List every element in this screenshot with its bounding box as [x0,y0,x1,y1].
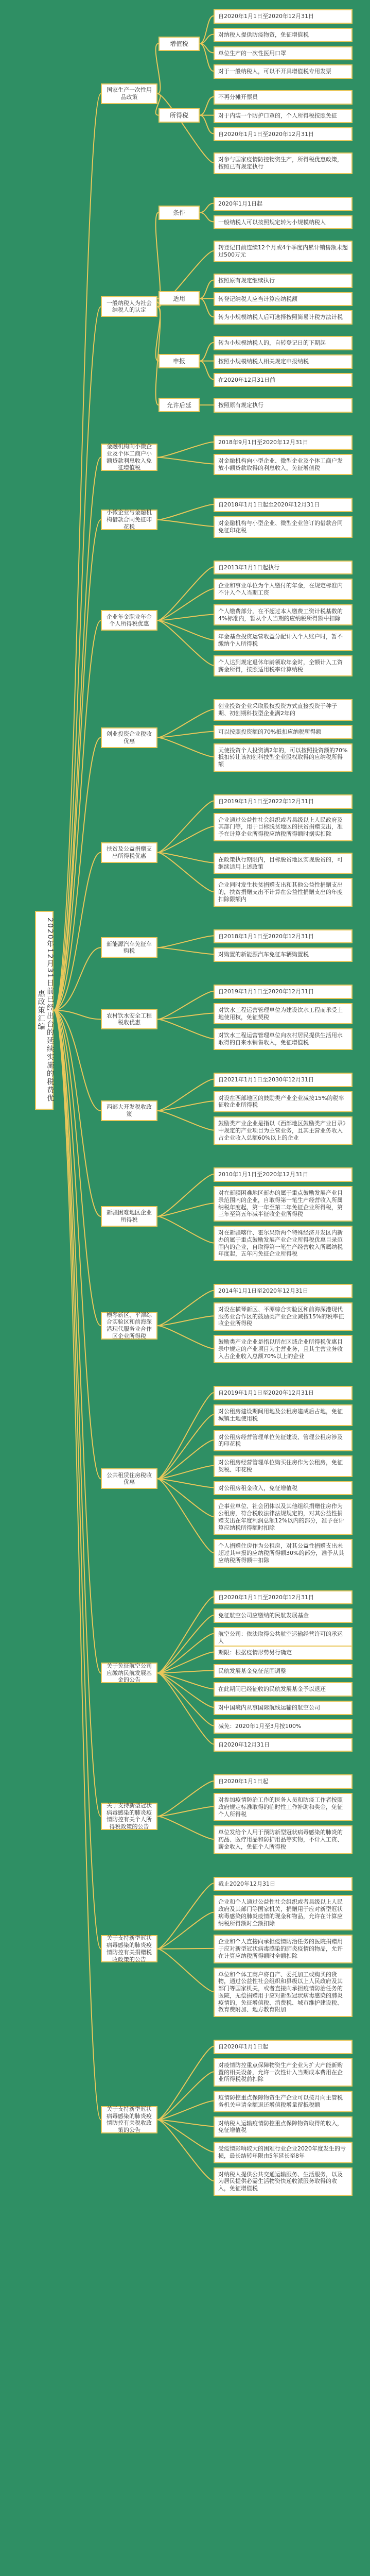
connector [157,94,214,163]
policy-leaf: 对参加疫情防治工作的医务人员和防疫工作者按照政府规定标准取得的临时性工作补助和奖金，免征个人所得税 [214,1793,353,1821]
policy-leaf: 创业投资企业采取股权投资方式直接投资于种子期、初创期科技型企业满2年的 [214,699,353,721]
policy-leaf: 对饮水工程运营管理单位为建设饮水工程而承受土地使用权，免征契税 [214,1003,353,1025]
policy-leaf: 企业通过公益性社会组织或者县级以上人民政府及其部门等，用于目标脱贫地区的扶贫捐赠支出，准予在计算企业所得税应纳税所得额时据实扣除 [214,813,353,841]
connector [200,213,214,222]
connector [54,457,101,1010]
policy-leaf: 对在新疆困难地区新办的属于重点鼓励发展产业目录范围内的企业，自取得第一笔生产经营收入所属纳税年度起，第一年至第二年免征企业所得税，第三年至第五年减半征收企业所得税 [214,1186,353,1222]
policy-leaf: 对购置的新能源汽车免征车辆购置税 [214,947,353,962]
policy-leaf: 天使投资个人投资满2年的，可以按照投资额的70%抵扣转让该初创科技型企业股权取得的应纳税所得额 [214,743,353,772]
connector [157,709,214,738]
policy-leaf: 对纳税人提供公共交通运输服务、生活服务，以及为居民提供必需生活物资快递收派服务取得的收入，免征增值税 [214,2167,353,2196]
connector [157,2046,214,2120]
connector [157,1019,214,1039]
policy-leaf: 年金基金投资运营收益分配计入个人账户时，暂不缴纳个人所得税 [214,630,353,651]
category-node: 关于支持新型冠状病毒感染的肺炎疫情防控有关个人所得税政策的公告 [101,1803,157,1830]
connector [54,1010,101,2120]
connector [157,1949,214,1992]
policy-leaf: 按照小规模纳税人相关规定申报纳税 [214,354,353,369]
connector [157,826,214,853]
sub-category-0: 增值税 [158,37,200,51]
connector [157,1652,214,1673]
policy-leaf: 在2020年12月31日前 [214,373,353,387]
connector [157,853,214,863]
category-node: 横琴新区、平潭综合实验区和前海深港现代服务业合作区企业所得税 [101,1312,157,1340]
connector [200,298,214,317]
policy-leaf: 期限：根据疫情形势另行确定 [214,1646,353,1660]
policy-leaf: 2020年1月1日起 [214,197,353,211]
policy-leaf: 民航发展基金免征范围调整 [214,1664,353,1679]
category-node: 公共租赁住房税收优惠 [101,1468,157,1489]
policy-leaf: 个人捐赠住房作为公租房，对其公益性捐赠支出未超过其申报的应纳税所得额30%的部分，准予从其应纳税所得额中扣除 [214,1539,353,1567]
policy-leaf: 单位生产的一次性医用口罩 [214,46,353,61]
category-node: 西部大开发税收政策 [101,1100,157,1121]
policy-leaf: 对纳税人运输疫情防控重点保障物资取得的收入，免征增值税 [214,2116,353,2138]
connector [157,1615,214,1673]
policy-leaf: 不再分摊开票员 [214,90,353,105]
policy-leaf: 转为小规模纳税人的，自转登记日的下期起 [214,336,353,350]
category-node: 新疆困难地区企业所得税 [101,1206,157,1227]
connector [157,1101,214,1111]
connector [157,2101,214,2120]
policy-leaf: 企事业单位、社会团体以及其他组织捐赠住房作为公租房，符合税收法律法规规定的，对其公益性捐赠支出在年度利润总额12%以内的部分，准予在计算应纳税所得额时扣除 [214,1499,353,1535]
policy-leaf: 对于内装一个防护口罩的，个人所得税按照免征 [214,109,353,123]
connector [200,361,214,380]
policy-leaf: 企业同时发生扶贫捐赠支出和其他公益性捐赠支出的，扶贫捐赠支出不计算在公益性捐赠支出的年度扣除限额内 [214,878,353,906]
policy-leaf: 自2020年12月31日 [214,1738,353,1752]
policy-leaf: 个人达到规定退休年龄领取年金时，全额计入工资薪金所得，按照适用税率计算纳税 [214,655,353,677]
policy-leaf: 疫情防控重点保障物资生产企业可以按月向主管税务机关申请全额退还增值税增量留抵税额 [214,2091,353,2112]
connector [157,1816,214,1839]
connector [157,853,214,892]
connector [157,1326,214,1349]
connector [200,115,214,134]
connector [157,1807,214,1817]
policy-leaf: 截止2020年12月31日 [214,1877,353,1891]
category-node: 关于支持新型冠状病毒感染的肺炎疫情防控有关税收政策的公告 [101,2106,157,2133]
policy-leaf: 对在新疆喀什、霍尔果斯两个特殊经济开发区内新办的属于重点鼓励发展产业企业所得税优惠目录范围内的企业，自取得第一笔生产经营收入所属纳税年度起，五年内免征企业所得税 [214,1226,353,1261]
policy-leaf: 对设在横琴新区、平潭综合实验区和前海深港现代服务业合作区的鼓励类产业企业减按15%的税率征收企业所得税 [214,1302,353,1331]
connector [54,620,101,1010]
policy-leaf: 在政策执行期限内，目标脱贫地区实现脱贫的，可继续适用上述政策 [214,853,353,874]
connector [157,936,214,947]
policy-leaf: 企业和事业单位为个人缴付的年金，在规定标准内不计入个人当期工资 [214,579,353,600]
connector [157,1479,214,1516]
policy-leaf: 对金融机构与小型企业、微型企业签订的借款合同免征印花税 [214,516,353,538]
policy-leaf: 2018年9月1日至2020年12月31日 [214,435,353,450]
connector [157,1111,214,1130]
policy-leaf: 减免：2020年1月至3月按100% [214,1719,353,1734]
connector [54,1010,101,1326]
policy-leaf: 转登记日前连续12个月或4个季度内累计销售额未超过500万元 [214,241,353,262]
policy-leaf: 自2019年1月1日至2020年12月31日 [214,1386,353,1400]
policy-leaf: 转登记纳税人应当计算应纳税额 [214,292,353,307]
sub-category-4: 允许后延 [158,398,200,412]
policy-leaf: 单位发给个人用于预防新型冠状病毒感染的肺炎的药品、医疗用品和防护用品等实物，不计入工资、薪金收入，免征个人所得税 [214,1825,353,1854]
category-node: 一般纳税人为社会纳税人的认定 [101,296,157,317]
connector [157,567,214,620]
sub-category-2: 适用 [158,291,200,306]
sub-category-3: 申报 [158,354,200,368]
connector [157,1393,214,1479]
policy-leaf: 自2020年1月1日至2020年12月31日 [214,9,353,24]
policy-leaf: 可以按照投资额的70%抵扣应纳税所得额 [214,725,353,739]
connector [157,620,214,665]
category-node: 扶贫及公益捐赠支出所得税优惠 [101,842,157,863]
policy-leaf: 2014年1月1日至2020年12月31日 [214,1284,353,1298]
connector [54,94,101,1010]
category-node: 创业投资企业税收优惠 [101,727,157,748]
connector [157,1912,214,1949]
policy-leaf: 对公租房经营管理单位购买住房作为公租房，免征契税、印花税 [214,1455,353,1477]
policy-leaf: 对饮水工程运营管理单位向农村居民提供生活用水取得的自来水销售收入，免征增值税 [214,1028,353,1050]
connector [157,442,214,457]
policy-leaf: 自2018年1月1日起至2020年12月31日 [214,498,353,512]
connector [157,1673,214,1744]
connector [157,947,214,954]
connector [157,991,214,1020]
connector [157,504,214,520]
category-node: 金融机构向小微企业及个体工商户小额贷款利息收入免征增值税 [101,444,157,471]
connector [157,1216,214,1243]
connector [157,801,214,853]
policy-leaf: 2010年1月1日至2020年12月31日 [214,1167,353,1182]
connector [200,204,214,213]
page-title [35,911,54,1110]
policy-leaf: 免征航空公司应缴纳的民航发展基金 [214,1608,353,1623]
policy-leaf: 鼓励类产业企业是指以《西部地区鼓励类产业目录》中规定的产业项目为主营业务，且其主营业务收入占企业收入总额60%以上的企业 [214,1116,353,1145]
policy-leaf: 对公租房经营管理单位免征建设、管理公租房涉及的印花税 [214,1430,353,1452]
policy-leaf: 对疫情防控重点保障物资生产企业为扩大产能新购置的相关设备，允许一次性计入当期成本费用在企业所得税税前扣除 [214,2058,353,2087]
policy-leaf: 自2019年1月1日至2022年12月31日 [214,794,353,809]
category-node: 企业年金职业年金个人所得税优惠 [101,610,157,631]
policy-leaf: 对公租房租金收入，免征增值税 [214,1481,353,1496]
policy-leaf: 对于一般纳税人，可以不开具增值税专用发票 [214,64,353,79]
connector [157,738,214,757]
policy-leaf: 转为小规模纳税人后可选择按照简易计税方法计税 [214,310,353,325]
sub-category-1: 所得税 [158,108,200,123]
policy-leaf: 自2019年1月1日至2020年12月31日 [214,985,353,999]
policy-leaf: 自2020年1月1日至2020年12月31日 [214,127,353,142]
policy-leaf: 按照原有规定继续执行 [214,274,353,288]
category-node: 关于免征航空公司应缴纳民航发展基金的公告 [101,1663,157,1683]
connector [157,520,214,527]
policy-leaf: 受疫情影响较大的困难行业企业2020年度发生的亏损，最长结转年限由5年延长至8年 [214,2142,353,2163]
policy-leaf: 自2021年1月1日至2030年12月31日 [214,1073,353,1087]
policy-leaf: 自2020年1月1日至2020年12月31日 [214,1590,353,1605]
policy-leaf: 自2020年1月1日起 [214,2040,353,2054]
category-node: 农村饮水安全工程税收优惠 [101,1009,157,1029]
policy-leaf: 对设在西部地区的鼓励类产业企业减按15%的税率征收企业所得税 [214,1091,353,1113]
connector [157,2120,214,2181]
connector [157,1316,214,1326]
policy-leaf: 对中国境内从事国际航线运输的航空公司 [214,1701,353,1715]
connector [200,280,214,299]
policy-leaf: 鼓励类产业企业是指以所在区域企业所得税优惠目录中规定的产业项目为主营业务，且其主营业务收入占企业收入总额70%以上的企业 [214,1335,353,1363]
connector [54,307,101,1010]
connector [157,1597,214,1673]
policy-leaf: 单位和个体工商户将自产、委托加工或购买的货物，通过公益性社会组织和县级以上人民政府及其部门等国家机关，或者直接向承担疫情防治任务的医院，无偿捐赠用于应对新型冠状病毒感染的肺炎疫情的，免征增值税、消费税、城市维护建设税、教育费附加、地方教育附加 [214,1968,353,2018]
policy-leaf: 对公租房建设期间用地及公租房建成后占地，免征城镇土地使用税 [214,1404,353,1426]
policy-leaf: 按照原有规定执行 [214,398,353,413]
policy-leaf: 航空公司：依法取得公共航空运输经营许可的承运人 [214,1627,353,1649]
connector [200,343,214,361]
category-node: 关于支持新型冠状病毒感染的肺炎疫情防控有关捐赠税收政策的公告 [101,1935,157,1962]
policy-leaf: 对纳税人提供防疫物资，免征增值税 [214,28,353,42]
category-node: 小微企业与金融机构借款合同免征印花税 [101,510,157,530]
policy-leaf: 自2018年1月1日至2020年12月31日 [214,929,353,944]
category-node: 国家生产一次性用品政策 [101,83,157,104]
policy-leaf: 自2020年1月1日起 [214,1774,353,1789]
connector [157,620,214,640]
sub-category-0: 条件 [158,206,200,220]
connector [157,1479,214,1553]
policy-leaf: 一般纳税人可以按照规定转为小规模纳税人 [214,215,353,230]
category-node: 新能源汽车免征车购税 [101,937,157,958]
connector [157,1948,214,1949]
connector [157,1204,214,1217]
policy-leaf: 对参与国家疫情防控物资生产，所得税优惠政策，按照已有规定执行 [214,152,353,174]
connector [157,457,214,464]
policy-leaf: 对金融机构向小型企业、微型企业及个体工商户发放小额贷款取得的利息收入，免征增值税 [214,454,353,476]
policy-leaf: 企业和个人直接向承担疫情防治任务的医院捐赠用于应对新型冠状病毒感染的肺炎疫情的物品，允许在计算应纳税所得额时全额扣除 [214,1935,353,1963]
policy-leaf: 企业和个人通过公益性社会组织或者县级以上人民政府及其部门等国家机关，捐赠用于应对新型冠状病毒感染的肺炎疫情的现金和物品，允许在计算应纳税所得额时全额扣除 [214,1895,353,1930]
policy-leaf: 自2013年1月1日起执行 [214,561,353,575]
policy-leaf: 在此期间已经征收的民航发展基金予以退还 [214,1682,353,1697]
connector [157,2120,214,2151]
page-title-text: 2020年12月31日前已经出台的延续实施的税费优惠政策汇编 [37,918,54,1103]
policy-leaf: 个人缴费部分，在不超过本人缴费工资计税基数的4%标准内，暂从个人当期的应纳税所得额中扣除 [214,604,353,626]
connector [200,97,214,115]
